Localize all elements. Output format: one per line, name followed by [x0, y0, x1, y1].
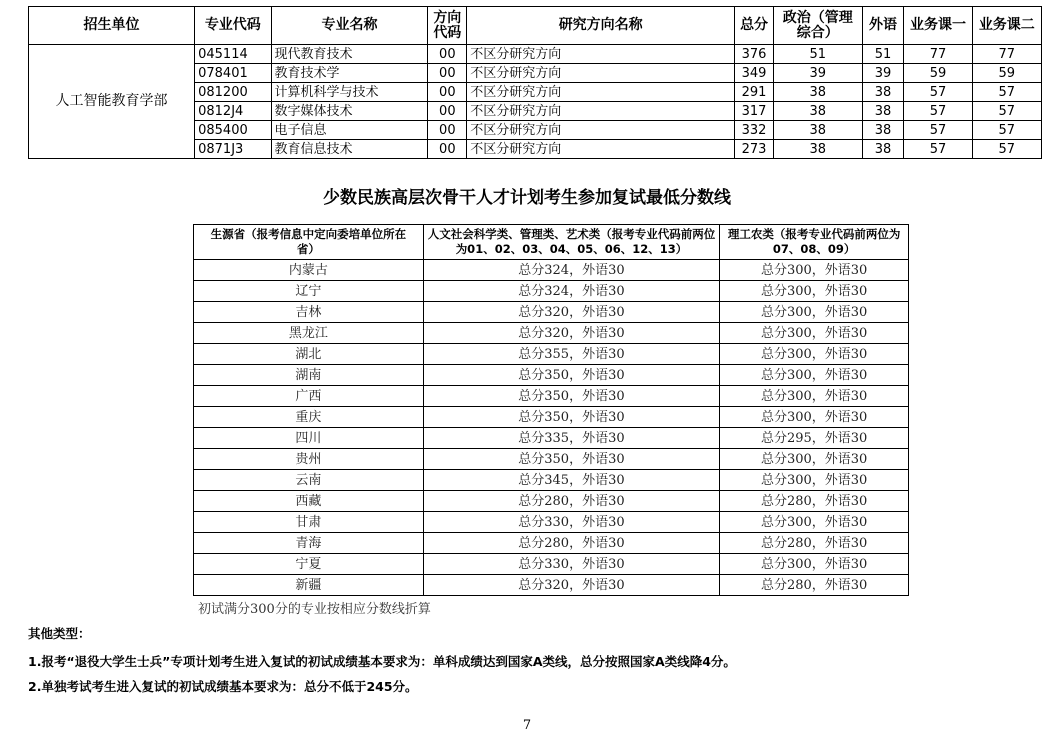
subject1-cell: 57: [904, 140, 972, 159]
province-cell: 西藏: [194, 491, 424, 512]
science-cell: 总分300，外语30: [720, 260, 909, 281]
politics-cell: 39: [773, 64, 862, 83]
header-humanities: 人文社会科学类、管理类、艺术类（报考专业代码前两位为01、02、03、04、05、06、12、13）: [423, 225, 720, 260]
subject1-cell: 57: [904, 121, 972, 140]
province-cell: 宁夏: [194, 554, 424, 575]
direction-code-cell: 00: [428, 121, 467, 140]
table-row: [194, 449, 909, 470]
subject2-cell: 57: [972, 121, 1041, 140]
total-cell: 376: [735, 45, 774, 64]
header-direction-code-text: 方向代码: [433, 9, 462, 41]
science-cell: 总分280，外语30: [720, 533, 909, 554]
score-table: [28, 6, 1042, 159]
foreign-lang-cell: 38: [862, 83, 904, 102]
major-code-cell: 045114: [195, 45, 271, 64]
table-row: [194, 575, 909, 596]
table-row: [194, 491, 909, 512]
science-cell: 总分300，外语30: [720, 407, 909, 428]
humanities-cell: 总分330，外语30: [423, 512, 720, 533]
direction-code-cell: 00: [428, 102, 467, 121]
table-row: [194, 365, 909, 386]
province-cell: 云南: [194, 470, 424, 491]
politics-cell: 38: [773, 102, 862, 121]
minority-table-header: [194, 225, 909, 260]
science-cell: 总分300，外语30: [720, 344, 909, 365]
science-cell: 总分300，外语30: [720, 281, 909, 302]
foreign-lang-cell: 38: [862, 121, 904, 140]
major-name-cell: 计算机科学与技术: [271, 83, 428, 102]
major-name-cell: 教育技术学: [271, 64, 428, 83]
direction-name-cell: 不区分研究方向: [467, 45, 735, 64]
humanities-cell: 总分335，外语30: [423, 428, 720, 449]
subject2-cell: 57: [972, 102, 1041, 121]
other-heading: 其他类型：: [28, 626, 91, 641]
header-province: 生源省（报考信息中定向委培单位所在省）: [194, 225, 424, 260]
science-cell: 总分300，外语30: [720, 449, 909, 470]
major-name-cell: 数字媒体技术: [271, 102, 428, 121]
page-number: 7: [522, 718, 532, 733]
humanities-cell: 总分355，外语30: [423, 344, 720, 365]
total-cell: 291: [735, 83, 774, 102]
province-cell: 广西: [194, 386, 424, 407]
table-note: 初试满分300分的专业按相应分数线折算: [198, 602, 431, 617]
header-subject2: 业务课二: [972, 7, 1041, 45]
province-cell: 贵州: [194, 449, 424, 470]
humanities-cell: 总分320，外语30: [423, 302, 720, 323]
minority-score-table: [193, 224, 909, 596]
humanities-cell: 总分330，外语30: [423, 554, 720, 575]
direction-code-cell: 00: [428, 83, 467, 102]
major-name-cell: 教育信息技术: [271, 140, 428, 159]
table-row: [29, 45, 1042, 64]
header-subject1: 业务课一: [904, 7, 972, 45]
table-row: [194, 260, 909, 281]
province-cell: 青海: [194, 533, 424, 554]
section-title: 少数民族高层次骨干人才计划考生参加复试最低分数线: [323, 188, 731, 208]
table-row: [194, 344, 909, 365]
science-cell: 总分300，外语30: [720, 365, 909, 386]
total-cell: 349: [735, 64, 774, 83]
humanities-cell: 总分350，外语30: [423, 407, 720, 428]
subject1-cell: 59: [904, 64, 972, 83]
major-name-cell: 电子信息: [271, 121, 428, 140]
politics-cell: 38: [773, 140, 862, 159]
science-cell: 总分300，外语30: [720, 554, 909, 575]
province-cell: 黑龙江: [194, 323, 424, 344]
humanities-cell: 总分320，外语30: [423, 323, 720, 344]
province-cell: 重庆: [194, 407, 424, 428]
table-row: [194, 512, 909, 533]
score-table-header: [29, 7, 1042, 45]
header-major: 专业名称: [271, 7, 428, 45]
politics-cell: 38: [773, 83, 862, 102]
direction-name-cell: 不区分研究方向: [467, 83, 735, 102]
humanities-cell: 总分324，外语30: [423, 260, 720, 281]
subject2-cell: 77: [972, 45, 1041, 64]
major-code-cell: 078401: [195, 64, 271, 83]
province-cell: 四川: [194, 428, 424, 449]
direction-name-cell: 不区分研究方向: [467, 140, 735, 159]
table-row: [194, 386, 909, 407]
subject1-cell: 57: [904, 102, 972, 121]
table-row: [194, 428, 909, 449]
province-cell: 吉林: [194, 302, 424, 323]
province-cell: 甘肃: [194, 512, 424, 533]
direction-name-cell: 不区分研究方向: [467, 64, 735, 83]
header-direction-code: [428, 7, 467, 45]
header-direction-name: 研究方向名称: [467, 7, 735, 45]
foreign-lang-cell: 39: [862, 64, 904, 83]
humanities-cell: 总分350，外语30: [423, 449, 720, 470]
politics-cell: 38: [773, 121, 862, 140]
table-row: [194, 470, 909, 491]
total-cell: 317: [735, 102, 774, 121]
table-row: [194, 302, 909, 323]
foreign-lang-cell: 38: [862, 140, 904, 159]
table-row: [194, 281, 909, 302]
province-cell: 湖北: [194, 344, 424, 365]
direction-code-cell: 00: [428, 140, 467, 159]
humanities-cell: 总分280，外语30: [423, 491, 720, 512]
province-cell: 新疆: [194, 575, 424, 596]
province-cell: 辽宁: [194, 281, 424, 302]
major-code-cell: 0812J4: [195, 102, 271, 121]
science-cell: 总分280，外语30: [720, 491, 909, 512]
header-unit: 招生单位: [29, 7, 195, 45]
major-code-cell: 0871J3: [195, 140, 271, 159]
foreign-lang-cell: 51: [862, 45, 904, 64]
major-name-cell: 现代教育技术: [271, 45, 428, 64]
other-item-1: 1.报考“退役大学生士兵”专项计划考生进入复试的初试成绩基本要求为：单科成绩达到国家A类线，总分按照国家A类线降4分。: [28, 654, 736, 669]
major-code-cell: 081200: [195, 83, 271, 102]
humanities-cell: 总分324，外语30: [423, 281, 720, 302]
header-total: 总分: [735, 7, 774, 45]
science-cell: 总分295，外语30: [720, 428, 909, 449]
subject2-cell: 59: [972, 64, 1041, 83]
header-code: 专业代码: [195, 7, 271, 45]
major-code-cell: 085400: [195, 121, 271, 140]
science-cell: 总分300，外语30: [720, 470, 909, 491]
table-row: [194, 554, 909, 575]
subject1-cell: 77: [904, 45, 972, 64]
table-row: [194, 323, 909, 344]
science-cell: 总分300，外语30: [720, 386, 909, 407]
header-foreign-lang: 外语: [862, 7, 904, 45]
total-cell: 273: [735, 140, 774, 159]
humanities-cell: 总分350，外语30: [423, 365, 720, 386]
header-politics-text: 政治（管理综合）: [782, 9, 853, 41]
subject2-cell: 57: [972, 140, 1041, 159]
humanities-cell: 总分350，外语30: [423, 386, 720, 407]
header-politics: [773, 7, 862, 45]
table-row: [194, 407, 909, 428]
other-item-2: 2.单独考试考生进入复试的初试成绩基本要求为：总分不低于245分。: [28, 679, 418, 694]
science-cell: 总分300，外语30: [720, 323, 909, 344]
science-cell: 总分280，外语30: [720, 575, 909, 596]
science-cell: 总分300，外语30: [720, 512, 909, 533]
unit-cell: 人工智能教育学部: [29, 45, 195, 159]
direction-name-cell: 不区分研究方向: [467, 102, 735, 121]
header-science: 理工农类（报考专业代码前两位为07、08、09）: [720, 225, 909, 260]
direction-name-cell: 不区分研究方向: [467, 121, 735, 140]
politics-cell: 51: [773, 45, 862, 64]
direction-code-cell: 00: [428, 64, 467, 83]
province-cell: 内蒙古: [194, 260, 424, 281]
foreign-lang-cell: 38: [862, 102, 904, 121]
direction-code-cell: 00: [428, 45, 467, 64]
table-row: [194, 533, 909, 554]
humanities-cell: 总分345，外语30: [423, 470, 720, 491]
humanities-cell: 总分320，外语30: [423, 575, 720, 596]
humanities-cell: 总分280，外语30: [423, 533, 720, 554]
subject2-cell: 57: [972, 83, 1041, 102]
subject1-cell: 57: [904, 83, 972, 102]
province-cell: 湖南: [194, 365, 424, 386]
science-cell: 总分300，外语30: [720, 302, 909, 323]
total-cell: 332: [735, 121, 774, 140]
